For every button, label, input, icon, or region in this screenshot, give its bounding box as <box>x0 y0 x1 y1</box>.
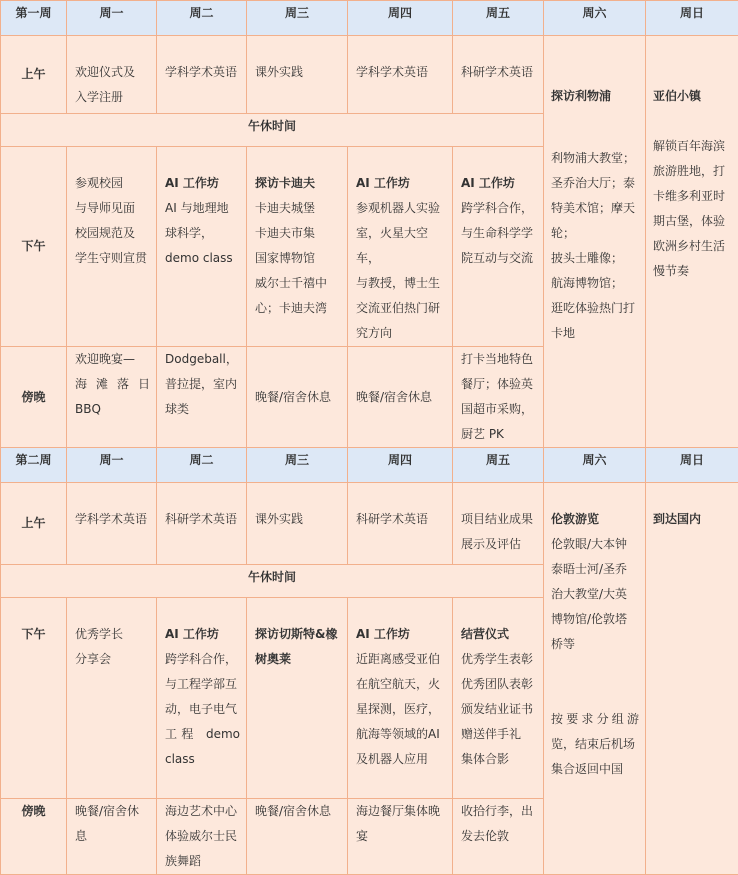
cell-line: 体验威尔士民 <box>165 824 240 849</box>
week2-afternoon-mon <box>67 598 157 799</box>
week1-saturday <box>544 36 646 448</box>
week2-afternoon-tue <box>157 598 247 799</box>
excursion-title: 探访卡迪夫 <box>255 171 341 196</box>
cell-line: 欢迎晚宴— <box>75 347 150 372</box>
cell-line: 球科学， <box>165 221 240 246</box>
week2-morning-label: 上午 <box>1 483 67 565</box>
cell-line: 厨艺 PK <box>461 422 537 447</box>
cell-line: 优秀学长 <box>75 622 150 647</box>
cell-line: 博物馆/伦敦塔 <box>551 607 639 632</box>
cell-line: 集合返回中国 <box>551 757 639 782</box>
week2-morning-tue: 科研学术英语 <box>157 483 247 565</box>
day-header-mon: 周一 <box>67 1 157 36</box>
day-header-sun: 周日 <box>646 1 738 36</box>
cell-line: 与教授，博士生 <box>356 271 446 296</box>
week1-evening-wed: 晚餐/宿舍休息 <box>247 347 348 448</box>
cell-line: 治大教堂/大英 <box>551 582 639 607</box>
cell-line: 在航空航天，火 <box>356 672 446 697</box>
cell-line: 赠送伴手礼 <box>461 722 537 747</box>
spacer <box>653 109 732 134</box>
cell-line: 跨学科合作， <box>165 647 240 672</box>
workshop-title: AI 工作坊 <box>165 622 240 647</box>
cell-line: 优秀学生表彰 <box>461 647 537 672</box>
cell-line: 参观校园 <box>75 171 150 196</box>
sunday-title: 亚伯小镇 <box>653 84 732 109</box>
workshop-title: AI 工作坊 <box>356 171 446 196</box>
cell-line: 学生守则宣贯 <box>75 246 150 271</box>
week1-morning-thu: 学科学术英语 <box>348 36 453 114</box>
week2-saturday <box>544 483 646 875</box>
week2-morning-mon: 学科学术英语 <box>67 483 157 565</box>
week1-evening-fri <box>453 347 544 448</box>
cell-line: 海 滩 落 日 <box>75 372 150 397</box>
cell-line: 国超市采购， <box>461 397 537 422</box>
week1-afternoon-fri <box>453 147 544 347</box>
cell-line: 入学注册 <box>75 85 150 110</box>
week1-evening-tue <box>157 347 247 448</box>
cell-line: demo class <box>165 246 240 271</box>
day-header-fri: 周五 <box>453 1 544 36</box>
cell-line: 息 <box>75 824 150 849</box>
week1-evening-label: 傍晚 <box>1 347 67 448</box>
week2-afternoon-wed <box>247 598 348 799</box>
cell-line: 披头士雕像； <box>551 246 639 271</box>
week2-morning-row <box>1 483 738 565</box>
cell-line: 旅游胜地，打 <box>653 159 732 184</box>
cell-line: 航海博物馆； <box>551 271 639 296</box>
week1-evening-mon <box>67 347 157 448</box>
cell-line: 航海等领域的AI <box>356 722 446 747</box>
cell-line: 卡迪夫城堡 <box>255 196 341 221</box>
cell-line: 圣乔治大厅；泰 <box>551 171 639 196</box>
week2-sunday <box>646 483 738 875</box>
cell-line: 星探测，医疗， <box>356 697 446 722</box>
week1-morning-wed: 课外实践 <box>247 36 348 114</box>
cell-line: 打卡当地特色 <box>461 347 537 372</box>
cell-line: 览，结束后机场 <box>551 732 639 757</box>
cell-line: 按要求分组游 <box>551 707 639 732</box>
week2-afternoon-label: 下午 <box>1 598 67 799</box>
cell-line: 卡维多利亚时 <box>653 184 732 209</box>
saturday-title: 探访利物浦 <box>551 84 639 109</box>
cell-line: 交流亚伯热门研 <box>356 296 446 321</box>
spacer <box>551 109 639 146</box>
excursion-title: 树奥莱 <box>255 647 341 672</box>
week2-evening-wed: 晚餐/宿舍休息 <box>247 799 348 875</box>
day-header-wed: 周三 <box>247 1 348 36</box>
week1-evening-thu: 晚餐/宿舍休息 <box>348 347 453 448</box>
week2-evening-fri <box>453 799 544 875</box>
day-header-thu: 周四 <box>348 448 453 483</box>
cell-line: 慢节奏 <box>653 259 732 284</box>
week1-afternoon-label: 下午 <box>1 147 67 347</box>
cell-line: AI 与地理地 <box>165 196 240 221</box>
cell-line: 优秀团队表彰 <box>461 672 537 697</box>
saturday-title: 伦敦游览 <box>551 507 639 532</box>
cell-line: BBQ <box>75 397 150 422</box>
cell-line: 泰晤士河/圣乔 <box>551 557 639 582</box>
day-header-sat: 周六 <box>544 448 646 483</box>
cell-line: 解锁百年海滨 <box>653 134 732 159</box>
week1-afternoon-tue <box>157 147 247 347</box>
week1-afternoon-wed <box>247 147 348 347</box>
cell-line: 心；卡迪夫湾 <box>255 296 341 321</box>
day-header-tue: 周二 <box>157 448 247 483</box>
cell-line: 族舞蹈 <box>165 849 240 874</box>
week2-evening-thu <box>348 799 453 875</box>
week2-lunch-label: 午休时间 <box>1 565 544 598</box>
week1-morning-fri: 科研学术英语 <box>453 36 544 114</box>
day-header-fri: 周五 <box>453 448 544 483</box>
cell-line: 动，电子电气 <box>165 697 240 722</box>
cell-line: 海边艺术中心 <box>165 799 240 824</box>
cell-line: 欢迎仪式及 <box>75 60 150 85</box>
cell-line: 期古堡，体验 <box>653 209 732 234</box>
cell-line: 分享会 <box>75 647 150 672</box>
cell-line: 晚餐/宿舍休 <box>75 799 150 824</box>
week1-lunch-label: 午休时间 <box>1 114 544 147</box>
cell-line: 球类 <box>165 397 240 422</box>
cell-line: 展示及评估 <box>461 532 537 557</box>
cell-line: 海边餐厅集体晚 <box>356 799 446 824</box>
week2-evening-label: 傍晚 <box>1 799 67 875</box>
cell-line: 收拾行李，出 <box>461 799 537 824</box>
week1-morning-tue: 学科学术英语 <box>157 36 247 114</box>
day-header-thu: 周四 <box>348 1 453 36</box>
cell-line: 项目结业成果 <box>461 507 537 532</box>
cell-line: 参观机器人实验 <box>356 196 446 221</box>
week2-evening-mon <box>67 799 157 875</box>
sunday-title: 到达国内 <box>653 507 732 532</box>
week2-evening-tue <box>157 799 247 875</box>
day-header-mon: 周一 <box>67 448 157 483</box>
week1-sunday <box>646 36 738 448</box>
cell-line: 校园规范及 <box>75 221 150 246</box>
week1-morning-label: 上午 <box>1 36 67 114</box>
week2-morning-fri <box>453 483 544 565</box>
cell-line: 近距离感受亚伯 <box>356 647 446 672</box>
cell-line: 国家博物馆 <box>255 246 341 271</box>
day-header-wed: 周三 <box>247 448 348 483</box>
week1-morning-mon <box>67 36 157 114</box>
workshop-title: AI 工作坊 <box>356 622 446 647</box>
cell-line: 与导师见面 <box>75 196 150 221</box>
week1-afternoon-mon <box>67 147 157 347</box>
cell-line: 与工程学部互 <box>165 672 240 697</box>
cell-line: 跨学科合作， <box>461 196 537 221</box>
week1-afternoon-thu <box>348 147 453 347</box>
spacer <box>551 657 639 707</box>
cell-line: Dodgeball， <box>165 347 240 372</box>
cell-line: 究方向 <box>356 321 446 346</box>
week1-morning-row <box>1 36 738 114</box>
day-header-sun: 周日 <box>646 448 738 483</box>
week2-morning-wed: 课外实践 <box>247 483 348 565</box>
workshop-title: AI 工作坊 <box>165 171 240 196</box>
cell-line: 发去伦敦 <box>461 824 537 849</box>
cell-line: 特美术馆；摩天 <box>551 196 639 221</box>
cell-line: 院互动与交流 <box>461 246 537 271</box>
cell-line: 与生命科学学 <box>461 221 537 246</box>
week2-afternoon-fri <box>453 598 544 799</box>
cell-line: 轮； <box>551 221 639 246</box>
cell-line: 宴 <box>356 824 446 849</box>
workshop-title: AI 工作坊 <box>461 171 537 196</box>
cell-line: 威尔士千禧中 <box>255 271 341 296</box>
week2-morning-thu: 科研学术英语 <box>348 483 453 565</box>
week2-afternoon-thu <box>348 598 453 799</box>
cell-line: 工 程 demo <box>165 722 240 747</box>
cell-line: 伦敦眼/大本钟 <box>551 532 639 557</box>
day-header-sat: 周六 <box>544 1 646 36</box>
week1-header-row <box>1 1 738 36</box>
cell-line: 欧洲乡村生活 <box>653 234 732 259</box>
cell-line: 及机器人应用 <box>356 747 446 772</box>
cell-line: 卡地 <box>551 321 639 346</box>
cell-line: 普拉提，室内 <box>165 372 240 397</box>
day-header-tue: 周二 <box>157 1 247 36</box>
cell-line: 利物浦大教堂； <box>551 146 639 171</box>
week1-title: 第一周 <box>1 1 67 36</box>
cell-line: class <box>165 747 240 772</box>
cell-line: 集体合影 <box>461 747 537 772</box>
cell-line: 桥等 <box>551 632 639 657</box>
cell-line: 室，火星大空车， <box>356 221 446 271</box>
cell-line: 餐厅；体验英 <box>461 372 537 397</box>
excursion-title: 探访切斯特&橡 <box>255 622 341 647</box>
cell-line: 逛吃体验热门打 <box>551 296 639 321</box>
week2-title: 第二周 <box>1 448 67 483</box>
cell-line: 卡迪夫市集 <box>255 221 341 246</box>
cell-line: 颁发结业证书 <box>461 697 537 722</box>
ceremony-title: 结营仪式 <box>461 622 537 647</box>
week2-header-row <box>1 448 738 483</box>
